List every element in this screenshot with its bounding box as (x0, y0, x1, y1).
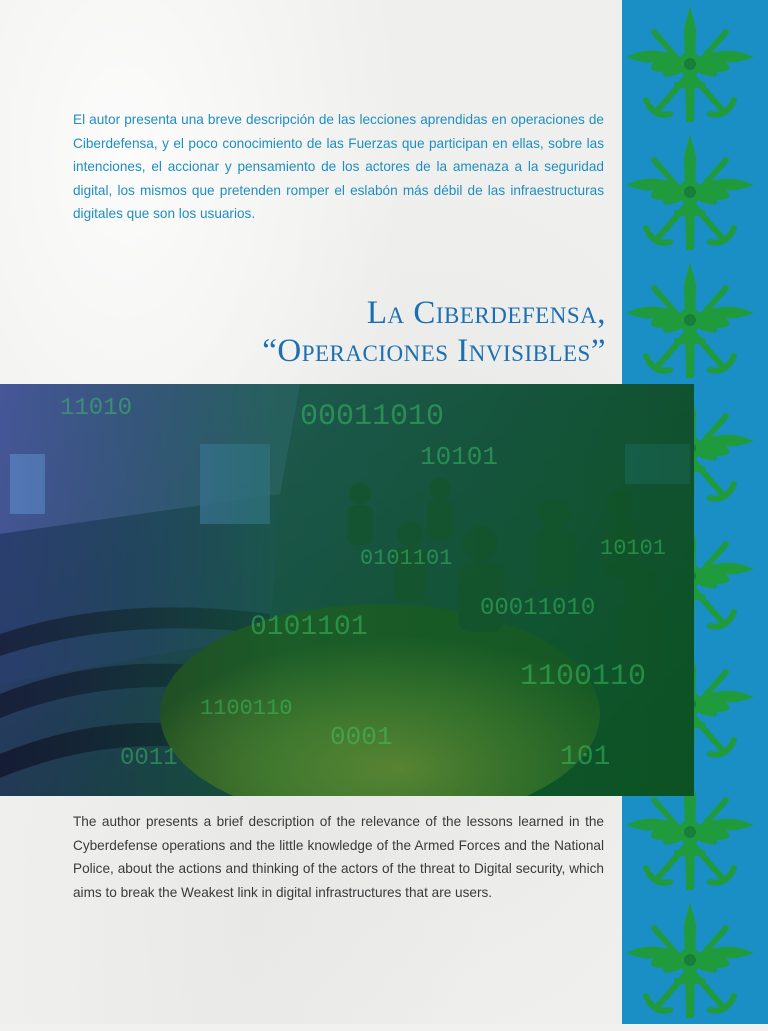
article-title (60, 294, 606, 370)
binary-digits: 00011010 (300, 400, 445, 434)
control-room-illustration (0, 384, 694, 796)
abstract-paragraph-english: The author presents a brief description of the relevance of the lessons learned in the Cyberdefense operations and the little knowledge of the Armed Forces and the National Police, about the actions and thinking of the actors of the threat to Digital security, which aims to break the Weakest link in digital infrastructures that are users. (73, 814, 604, 900)
navy-anchor-wings-emblem-icon (624, 898, 756, 1026)
binary-digits: 101 (560, 742, 611, 773)
binary-digits: 10101 (420, 442, 499, 472)
binary-digits: 0101101 (360, 546, 453, 571)
navy-anchor-wings-emblem-icon (624, 2, 756, 130)
binary-digits: 00011010 (480, 595, 596, 622)
binary-digits: 1100110 (520, 660, 647, 694)
navy-anchor-wings-emblem-icon (624, 258, 756, 386)
binary-digits: 0011 (120, 745, 178, 772)
intro-paragraph-spanish: El autor presenta una breve descripción de las lecciones aprendidas en operaciones de Ciberdefensa, y el poco conocimiento de las Fuerzas que participan en ellas, sobre las intenciones, el accionar y pensamiento de los actores de la amenaza a la seguridad digital, los mismos que pretenden romper el eslabón más débil de las infraestructuras digitales que son los usuarios. (73, 112, 604, 221)
binary-digits: 10101 (600, 536, 667, 561)
title-line-1: La Ciberdefensa, (366, 295, 606, 331)
control-room-photo (0, 384, 694, 796)
binary-digits: 0001 (330, 722, 393, 752)
binary-digits: 11010 (60, 395, 133, 422)
title-line-2: “Operaciones Invisibles” (262, 333, 606, 369)
binary-digits: 0101101 (250, 612, 368, 643)
binary-digits: 1100110 (200, 696, 293, 721)
navy-anchor-wings-emblem-icon (624, 130, 756, 258)
